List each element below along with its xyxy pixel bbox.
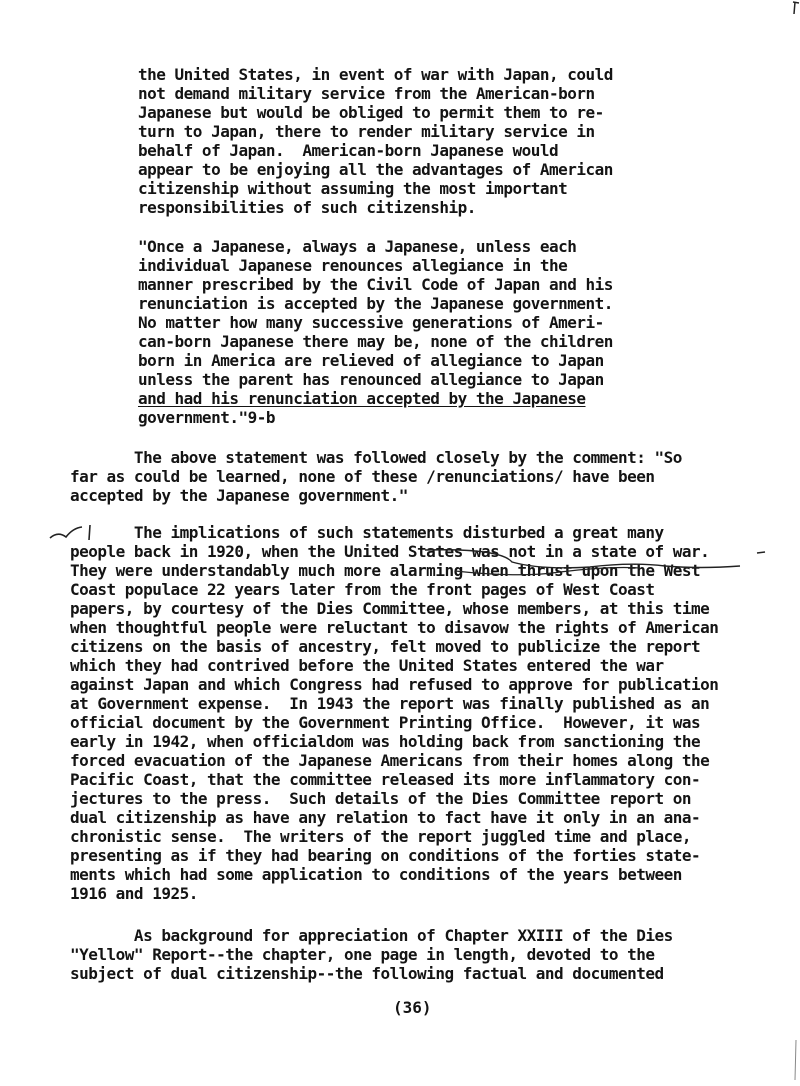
text-line: The implications of such statements disturbed a great many xyxy=(70,523,664,542)
text-line: papers, by courtesy of the Dies Committee, whose members, at this time xyxy=(70,599,710,618)
text-line: The above statement was followed closely by the comment: "So xyxy=(70,448,682,467)
text-line: turn to Japan, there to render military service in xyxy=(138,122,595,141)
quote-paragraph-2 xyxy=(138,237,613,427)
text-line: No matter how many successive generations of Ameri- xyxy=(138,313,604,332)
text-line: early in 1942, when officialdom was holding back from sanctioning the xyxy=(70,732,701,751)
quote-paragraph-1 xyxy=(138,65,638,217)
text-line: can-born Japanese there may be, none of the children xyxy=(138,332,613,351)
text-line: forced evacuation of the Japanese Americans from their homes along the xyxy=(70,751,710,770)
text-line: behalf of Japan. American-born Japanese would xyxy=(138,141,559,160)
text-line: against Japan and which Congress had refused to approve for publication xyxy=(70,675,719,694)
text-line: citizenship without assuming the most important xyxy=(138,179,568,198)
text-line: subject of dual citizenship--the following factual and documented xyxy=(70,964,664,983)
text-line: which they had contrived before the United States entered the war xyxy=(70,656,664,675)
text-line: when thoughtful people were reluctant to disavow the rights of American xyxy=(70,618,719,637)
text-line: not demand military service from the American-born xyxy=(138,84,595,103)
text-line: people back in 1920, when the United States was not in a state of war. xyxy=(70,542,710,561)
text-line: citizens on the basis of ancestry, felt moved to publicize the report xyxy=(70,637,701,656)
text-line: presenting as if they had bearing on conditions of the forties state- xyxy=(70,846,701,865)
text-line: far as could be learned, none of these /renunciations/ have been xyxy=(70,467,655,486)
text-line: official document by the Government Printing Office. However, it was xyxy=(70,713,701,732)
text-line: renunciation is accepted by the Japanese government. xyxy=(138,294,613,313)
text-line: individual Japanese renounces allegiance in the xyxy=(138,256,568,275)
corner-mark xyxy=(793,2,799,14)
text-line: unless the parent has renounced allegiance to Japan xyxy=(138,370,604,389)
text-line: dual citizenship as have any relation to fact have it only in an ana- xyxy=(70,808,701,827)
text-line: Japanese but would be obliged to permit them to re- xyxy=(138,103,604,122)
text-line: chronistic sense. The writers of the report juggled time and place, xyxy=(70,827,692,846)
text-line: "Yellow" Report--the chapter, one page in length, devoted to the xyxy=(70,945,655,964)
text-line: As background for appreciation of Chapter XXIII of the Dies xyxy=(70,926,673,945)
page-number: (36) xyxy=(393,998,432,1017)
text-line: 1916 and 1925. xyxy=(70,884,198,903)
text-line: the United States, in event of war with Japan, could xyxy=(138,65,613,84)
underlined-text-line: and had his renunciation accepted by the Japanese xyxy=(138,389,586,408)
text-line: ments which had some application to conditions of the years between xyxy=(70,865,682,884)
text-line: They were understandably much more alarming when thrust upon the West xyxy=(70,561,701,580)
text-line: manner prescribed by the Civil Code of Japan and his xyxy=(138,275,613,294)
margin-dash xyxy=(757,552,765,553)
implications-paragraph xyxy=(70,523,718,903)
edge-mark xyxy=(795,1040,796,1080)
text-line: Coast populace 22 years later from the front pages of West Coast xyxy=(70,580,655,599)
text-line: appear to be enjoying all the advantages of American xyxy=(138,160,613,179)
comment-paragraph xyxy=(70,448,682,505)
text-line: born in America are relieved of allegiance to Japan xyxy=(138,351,604,370)
text-line: "Once a Japanese, always a Japanese, unless each xyxy=(138,237,577,256)
text-line: at Government expense. In 1943 the report was finally published as an xyxy=(70,694,710,713)
background-paragraph xyxy=(70,926,673,983)
text-line: responsibilities of such citizenship. xyxy=(138,198,476,217)
citation-line: government."9-b xyxy=(138,408,275,427)
text-line: accepted by the Japanese government." xyxy=(70,486,408,505)
text-line: Pacific Coast, that the committee released its more inflammatory con- xyxy=(70,770,701,789)
text-line: jectures to the press. Such details of the Dies Committee report on xyxy=(70,789,692,808)
